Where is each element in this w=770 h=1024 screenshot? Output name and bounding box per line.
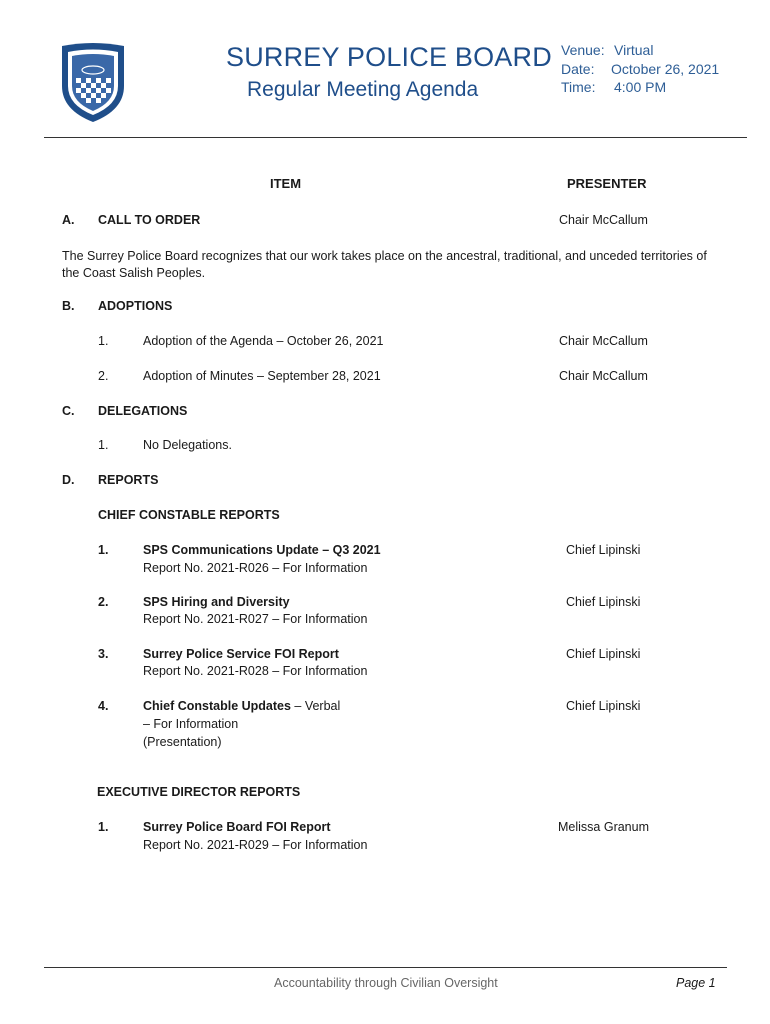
report-subtitle: – For Information: [143, 717, 239, 731]
section-letter-d: D.: [62, 473, 75, 487]
time-value: 4:00 PM: [614, 79, 667, 95]
date-value: October 26, 2021: [611, 61, 720, 77]
report-subtitle: Report No. 2021-R028 – For Information: [143, 664, 368, 678]
section-letter-a: A.: [62, 213, 75, 227]
item-number: 1.: [98, 334, 109, 348]
section-title-delegations: DELEGATIONS: [98, 404, 188, 418]
report-subtitle: Report No. 2021-R029 – For Information: [143, 838, 368, 852]
agenda-item-adoption-agenda: Adoption of the Agenda – October 26, 2021: [143, 334, 384, 348]
report-title-line: [143, 698, 340, 716]
agenda-item-adoption-minutes: Adoption of Minutes – September 28, 2021: [143, 369, 381, 383]
chief-constable-reports-heading: CHIEF CONSTABLE REPORTS: [98, 508, 280, 522]
item-number: 1.: [98, 543, 109, 557]
report-title-suffix: – Verbal: [290, 699, 341, 713]
report-subtitle: Report No. 2021-R027 – For Information: [143, 612, 368, 626]
report-title: Chief Constable Updates: [143, 699, 291, 713]
report-presenter: Chief Lipinski: [566, 543, 641, 557]
footer-divider: [44, 967, 727, 968]
page-number: Page 1: [676, 976, 716, 990]
presenter-adoption-agenda: Chair McCallum: [559, 334, 648, 348]
agenda-item-no-delegations: No Delegations.: [143, 438, 232, 452]
org-title: SURREY POLICE BOARD: [226, 42, 552, 72]
executive-director-reports-heading: EXECUTIVE DIRECTOR REPORTS: [97, 785, 301, 799]
header-divider: [44, 137, 747, 138]
section-letter-b: B.: [62, 299, 75, 313]
item-number: 2.: [98, 595, 109, 609]
section-letter-c: C.: [62, 404, 75, 418]
item-number: 4.: [98, 699, 109, 713]
section-title-call-to-order: CALL TO ORDER: [98, 213, 201, 227]
police-shield-logo-icon: [58, 42, 128, 124]
report-presenter: Chief Lipinski: [566, 647, 641, 661]
report-title: Surrey Police Board FOI Report: [143, 820, 331, 834]
venue-value: Virtual: [614, 42, 654, 58]
section-title-reports: REPORTS: [98, 473, 159, 487]
report-title: SPS Hiring and Diversity: [143, 595, 290, 609]
presenter-column-heading: PRESENTER: [567, 176, 647, 191]
date-label: Date:: [561, 61, 595, 77]
item-number: 1.: [98, 438, 109, 452]
agenda-title: Regular Meeting Agenda: [247, 78, 479, 101]
section-title-adoptions: ADOPTIONS: [98, 299, 173, 313]
item-number: 2.: [98, 369, 109, 383]
report-title: SPS Communications Update – Q3 2021: [143, 543, 381, 557]
report-presenter: Chief Lipinski: [566, 699, 641, 713]
presenter-adoption-minutes: Chair McCallum: [559, 369, 648, 383]
report-title: Surrey Police Service FOI Report: [143, 647, 339, 661]
report-subtitle: (Presentation): [143, 735, 222, 749]
item-number: 1.: [98, 820, 109, 834]
land-acknowledgement: The Surrey Police Board recognizes that our work takes place on the ancestral, traditional, and unceded territories of the Coast Salish Peoples.: [62, 249, 707, 280]
report-presenter: Chief Lipinski: [566, 595, 641, 609]
item-column-heading: ITEM: [270, 176, 302, 191]
report-subtitle: Report No. 2021-R026 – For Information: [143, 561, 368, 575]
time-label: Time:: [561, 79, 596, 95]
item-number: 3.: [98, 647, 109, 661]
report-presenter: Melissa Granum: [558, 820, 649, 834]
footer-tagline: Accountability through Civilian Oversight: [274, 976, 498, 990]
venue-label: Venue:: [561, 42, 605, 58]
presenter-call-to-order: Chair McCallum: [559, 213, 648, 227]
